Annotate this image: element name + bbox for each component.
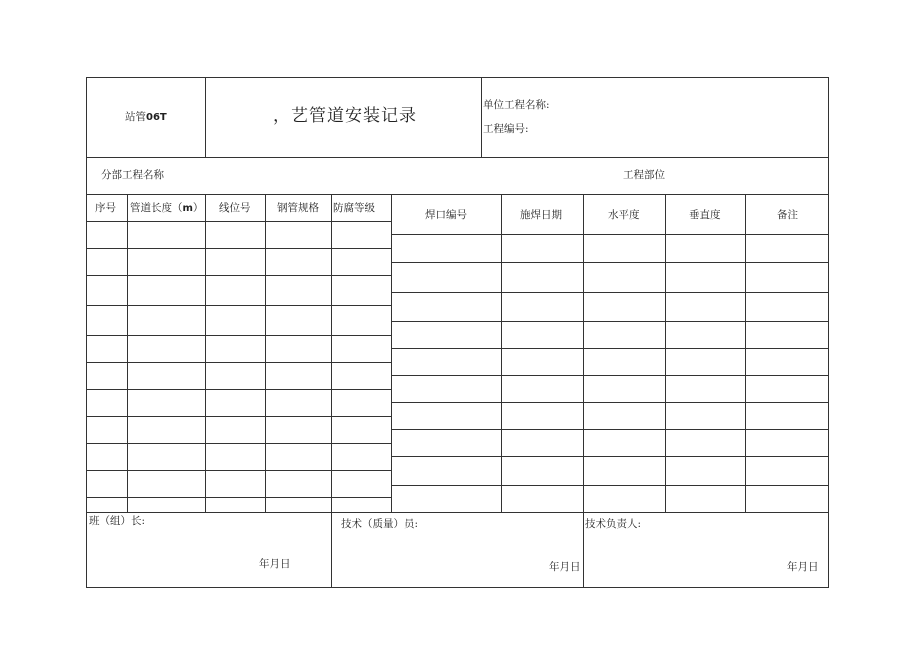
- footer-divider-1: [331, 512, 332, 587]
- header-divider-2: [481, 78, 482, 157]
- weld-row-rule: [391, 262, 828, 263]
- pipe-col-divider: [127, 194, 128, 512]
- pipe-col-divider: [265, 194, 266, 512]
- form-title: ，艺管道安装记录: [273, 106, 417, 126]
- weld-row-rule: [391, 292, 828, 293]
- weld-col-divider: [583, 194, 584, 512]
- pipe-row-rule: [87, 443, 391, 444]
- pipe-row-rule: [87, 416, 391, 417]
- header-divider-1: [205, 78, 206, 157]
- footer-divider-2: [583, 512, 584, 587]
- form-code: 06T: [146, 112, 167, 123]
- pipe-row-rule: [87, 335, 391, 336]
- pipe-col-divider: [205, 194, 206, 512]
- pipe-length-paren: ）: [192, 202, 204, 214]
- header-weld-number: 焊口编号: [425, 209, 467, 221]
- pipe-length-unit: m: [182, 203, 193, 214]
- weld-col-divider: [391, 194, 392, 512]
- header-weld-date: 施焊日期: [520, 209, 562, 221]
- weld-row-rule: [391, 429, 828, 430]
- weld-col-divider: [745, 194, 746, 512]
- weld-row-rule: [391, 348, 828, 349]
- header-remarks: 备注: [777, 209, 798, 221]
- pipe-length-text: 管道长度（: [130, 202, 183, 214]
- weld-col-divider: [501, 194, 502, 512]
- tech-quality-date: 年月日: [549, 561, 581, 573]
- weld-col-divider: [665, 194, 666, 512]
- weld-row-rule: [391, 456, 828, 457]
- station-prefix: 站管: [125, 111, 146, 123]
- header-serial-number: 序号: [95, 202, 116, 214]
- pipe-row-rule: [87, 275, 391, 276]
- location-label: 工程部位: [623, 169, 665, 181]
- pipe-row-rule: [87, 470, 391, 471]
- installation-record-form: [86, 77, 829, 588]
- header-bottom-rule: [87, 157, 828, 158]
- section-bottom-rule: [87, 194, 828, 195]
- header-verticality: 垂直度: [689, 209, 721, 221]
- tech-lead-date: 年月日: [787, 561, 819, 573]
- division-name-label: 分部工程名称: [101, 169, 164, 181]
- header-horizontality: 水平度: [608, 209, 640, 221]
- pipe-row-rule: [87, 389, 391, 390]
- tech-quality-label: 技术（质量）员:: [341, 518, 419, 530]
- unit-project-name-label: 单位工程名称:: [483, 99, 550, 111]
- header-anticorrosion-grade: 防腐等级: [333, 202, 375, 214]
- pipe-row-rule: [87, 221, 391, 222]
- pipe-row-rule: [87, 362, 391, 363]
- weld-row-rule: [391, 375, 828, 376]
- station-code: [125, 112, 167, 123]
- pipe-col-divider: [331, 194, 332, 512]
- team-leader-date: 年月日: [259, 558, 291, 570]
- header-steel-spec: 钢管规格: [277, 202, 319, 214]
- weld-row-rule: [391, 321, 828, 322]
- team-leader-label: 班（组）长:: [89, 515, 146, 527]
- pipe-row-rule: [87, 497, 391, 498]
- weld-row-rule: [391, 485, 828, 486]
- weld-row-rule: [391, 402, 828, 403]
- header-line-position: 线位号: [219, 202, 251, 214]
- tech-lead-label: 技术负责人:: [585, 518, 642, 530]
- project-number-label: 工程编号:: [483, 123, 529, 135]
- weld-row-rule: [391, 234, 828, 235]
- pipe-row-rule: [87, 248, 391, 249]
- pipe-row-rule: [87, 305, 391, 306]
- header-pipe-length: [130, 203, 203, 214]
- table-bottom-rule: [87, 512, 828, 513]
